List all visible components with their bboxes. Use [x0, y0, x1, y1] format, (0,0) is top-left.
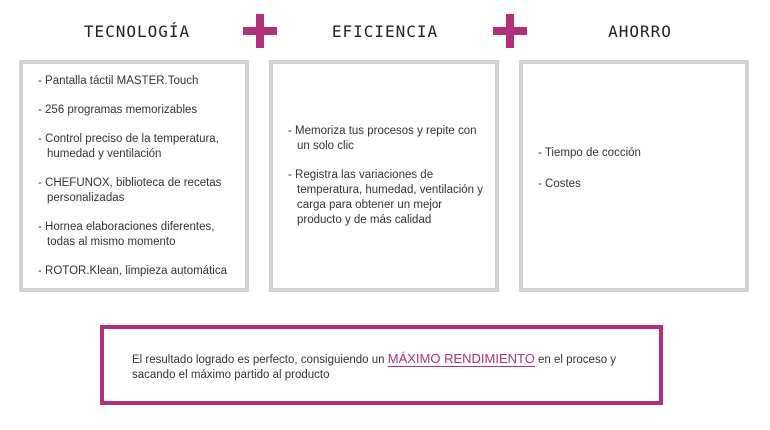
plus-icon [243, 14, 277, 48]
heading-ahorro: AHORRO [608, 22, 672, 41]
plus-icon [493, 14, 527, 48]
result-box [100, 325, 663, 405]
list-item: - Hornea elaboraciones diferentes, todas al mismo momento [35, 220, 235, 250]
eficiencia-list [273, 64, 495, 228]
list-item: - Costes [535, 177, 737, 192]
list-item: - Control preciso de la temperatura, humedad y ventilación [35, 132, 235, 162]
list-item: - ROTOR.Klean, limpieza automática [35, 264, 235, 279]
list-item: - Tiempo de cocción [535, 146, 737, 161]
list-item: - Pantalla táctil MASTER.Touch [35, 74, 235, 89]
result-text-before: El resultado logrado es perfecto, consiguiendo un [132, 354, 388, 366]
heading-tecnologia: TECNOLOGÍA [83, 22, 191, 41]
list-item: - CHEFUNOX, biblioteca de recetas personalizadas [35, 176, 235, 206]
list-item: - Registra las variaciones de temperatura, humedad, ventilación y carga para obtener un mejor producto y de más calidad [285, 168, 487, 228]
result-text [132, 351, 635, 383]
ahorro-panel [519, 60, 749, 292]
list-item: - Memoriza tus procesos y repite con un solo clic [285, 124, 487, 154]
tecnologia-list [23, 64, 245, 279]
tecnologia-panel [19, 60, 249, 292]
result-highlight: MÁXIMO RENDIMIENTO [387, 351, 535, 366]
eficiencia-panel [269, 60, 499, 292]
ahorro-list [523, 64, 745, 192]
heading-eficiencia: EFICIENCIA [331, 22, 439, 41]
result-text-after: en el proceso y sacando el máximo partido al producto [132, 354, 617, 381]
list-item: - 256 programas memorizables [35, 103, 235, 118]
